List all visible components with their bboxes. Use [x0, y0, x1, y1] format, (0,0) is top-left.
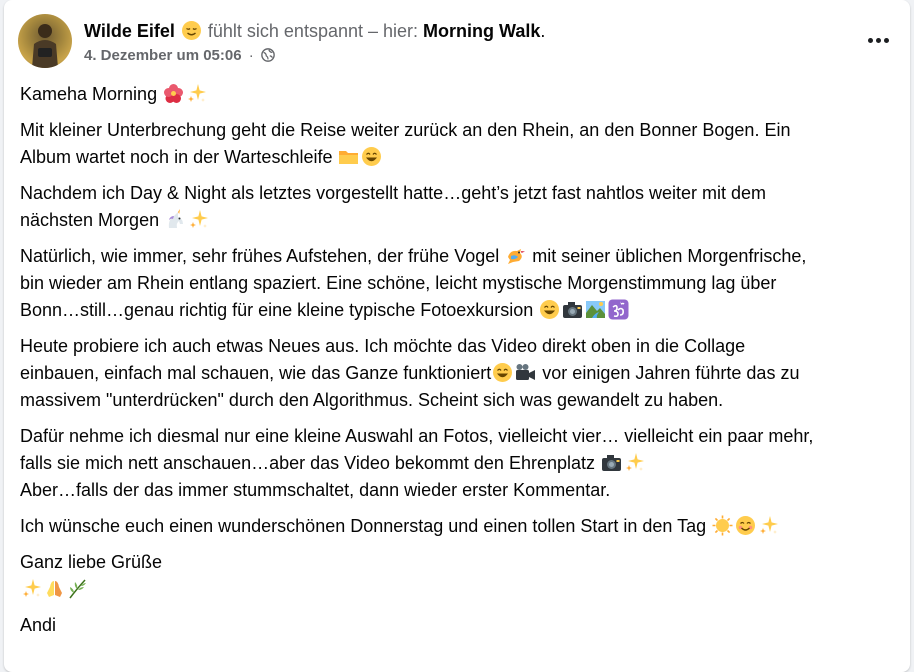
post-text-segment: Bonn…still…genau richtig für eine kleine typische Fotoexkursion — [20, 300, 539, 320]
post-text-segment: Natürlich, wie immer, sehr frühes Aufstehen, der frühe Vogel — [20, 246, 505, 266]
post-text-segment: einbauen, einfach mal schauen, wie das Ganze funktioniert — [20, 363, 492, 383]
avatar[interactable] — [18, 14, 72, 68]
post-line — [20, 270, 900, 297]
post-line — [20, 423, 900, 450]
post-line — [20, 477, 900, 504]
post-header — [18, 14, 896, 70]
author-name[interactable]: Wilde Eifel — [84, 21, 175, 41]
movie-camera-icon — [515, 362, 536, 383]
post-paragraph — [20, 333, 900, 414]
place-suffix: . — [540, 21, 546, 41]
post-text-segment: Album wartet noch in der Warteschleife — [20, 147, 338, 167]
sparkles-icon — [758, 515, 779, 536]
feeling-text: fühlt sich entspannt – hier: — [207, 21, 419, 41]
grinning-face-icon — [539, 299, 560, 320]
relieved-face-icon — [181, 20, 202, 41]
post-line — [20, 549, 900, 576]
sparkles-icon — [624, 452, 645, 473]
post-text-segment: Dafür nehme ich diesmal nur eine kleine Auswahl an Fotos, vielleicht vier… vielleicht ein paar mehr, — [20, 426, 814, 446]
post-paragraph — [20, 81, 900, 108]
sun-face-icon — [712, 515, 733, 536]
sparkles-icon — [21, 578, 42, 599]
post-text-segment: Ich wünsche euch einen wunderschönen Donnerstag und einen tollen Start in den Tag — [20, 516, 712, 536]
post-line — [20, 450, 900, 477]
post-text-segment: vor einigen Jahren führte das zu — [537, 363, 800, 383]
camera-icon — [562, 299, 583, 320]
meta-separator: · — [248, 47, 254, 64]
grinning-face-icon — [492, 362, 513, 383]
post-paragraph — [20, 549, 900, 603]
post-line — [20, 180, 900, 207]
more-options-icon-dot — [876, 38, 881, 43]
more-options-icon-dot — [884, 38, 889, 43]
place-link[interactable]: Morning Walk — [423, 21, 541, 41]
post-paragraph — [20, 117, 900, 171]
post-text-segment: Ganz liebe Grüße — [20, 552, 163, 572]
post-line — [20, 333, 900, 360]
post-line — [20, 243, 900, 270]
post-line — [20, 360, 900, 387]
timestamp-link[interactable]: 4. Dezember um 05:06 — [84, 47, 242, 64]
smiling-face-icon — [735, 515, 756, 536]
person-photo-icon — [18, 14, 72, 68]
more-options-icon-dot — [868, 38, 873, 43]
post-text-segment: Kameha Morning — [20, 84, 163, 104]
folded-hands-icon — [44, 578, 65, 599]
globe-icon[interactable] — [261, 48, 275, 67]
post-card — [4, 0, 910, 672]
post-text-segment: Heute probiere ich auch etwas Neues aus. Ich möchte das Video direkt oben in die Collage — [20, 336, 746, 356]
grinning-face-icon — [361, 146, 382, 167]
camera-icon — [601, 452, 622, 473]
post-text — [20, 81, 900, 648]
om-icon — [608, 299, 629, 320]
post-line — [20, 612, 900, 639]
herb-icon — [67, 578, 88, 599]
landscape-icon — [585, 299, 606, 320]
post-text-segment: Andi — [20, 615, 57, 635]
post-paragraph — [20, 423, 900, 504]
sparkles-icon — [186, 83, 207, 104]
more-options-button[interactable] — [860, 28, 896, 52]
post-line — [20, 144, 900, 171]
folder-icon — [338, 146, 359, 167]
post-paragraph — [20, 243, 900, 324]
post-text-segment: bin wieder am Rhein entlang spaziert. Eine schöne, leicht mystische Morgenstimmung lag über — [20, 273, 777, 293]
post-line — [20, 117, 900, 144]
post-text-segment: massivem "unterdrücken" durch den Algorithmus. Scheint sich was gewandelt zu haben. — [20, 390, 724, 410]
post-text-segment: Aber…falls der das immer stummschaltet, dann wieder erster Kommentar. — [20, 480, 611, 500]
post-text-segment: Nachdem ich Day & Night als letztes vorgestellt hatte…geht’s jetzt fast nahtlos weiter mit dem — [20, 183, 766, 203]
unicorn-icon — [165, 209, 186, 230]
post-text-segment: Mit kleiner Unterbrechung geht die Reise weiter zurück an den Rhein, an den Bonner Bogen. Ein — [20, 120, 791, 140]
post-text-segment: nächsten Morgen — [20, 210, 165, 230]
post-paragraph — [20, 513, 900, 540]
post-text-segment: mit seiner üblichen Morgenfrische, — [527, 246, 807, 266]
author-line — [84, 20, 545, 42]
post-line — [20, 387, 900, 414]
post-line — [20, 297, 900, 324]
hibiscus-icon — [163, 83, 184, 104]
post-line — [20, 513, 900, 540]
post-line — [20, 207, 900, 234]
bird-icon — [505, 245, 526, 266]
post-line — [20, 81, 900, 108]
post-text-segment: falls sie mich nett anschauen…aber das Video bekommt den Ehrenplatz — [20, 453, 600, 473]
sparkles-icon — [188, 209, 209, 230]
post-paragraph — [20, 180, 900, 234]
post-meta — [84, 47, 275, 67]
post-line — [20, 576, 900, 603]
post-paragraph — [20, 612, 900, 639]
